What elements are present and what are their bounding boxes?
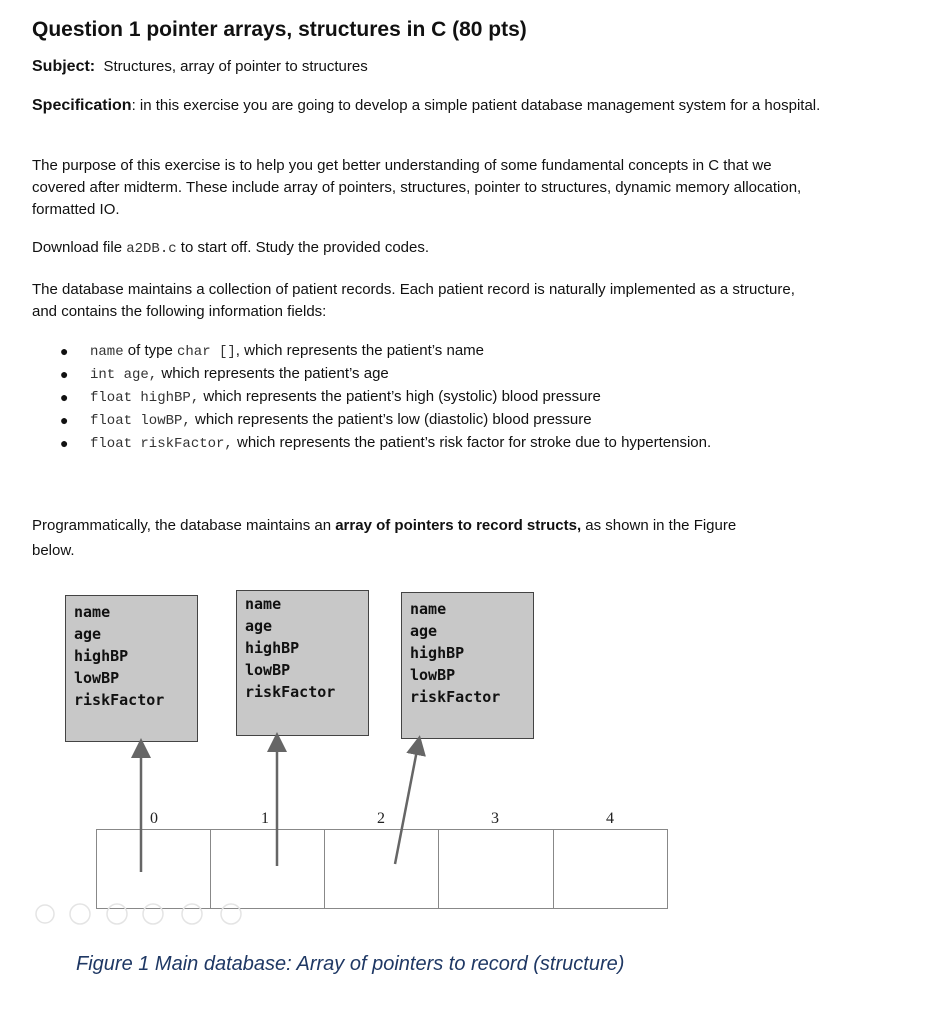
bullet-icon: ● — [60, 435, 69, 451]
field-code: int age, — [90, 367, 158, 383]
bullet-icon: ● — [60, 389, 69, 405]
field-highbp: highBP — [410, 644, 465, 662]
field-code: name — [90, 344, 124, 360]
field-riskfactor: riskFactor — [410, 688, 501, 706]
field-highbp: highBP — [245, 639, 300, 657]
bullet-icon: ● — [60, 412, 69, 428]
figure-caption: Figure 1 Main database: Array of pointers to record (structure) — [76, 953, 625, 975]
programmatic-after: as shown in the Figure below. — [32, 517, 737, 559]
download-text-after: to start off. Study the provided codes. — [176, 239, 430, 256]
field-code: float lowBP, — [90, 413, 191, 429]
array-index-3: 3 — [491, 810, 499, 827]
field-age: age — [74, 625, 102, 643]
field-lowbp: lowBP — [74, 669, 120, 687]
field-desc: which represents the patient’s age — [157, 365, 389, 382]
field-code: float highBP, — [90, 390, 200, 406]
field-highbp: highBP — [74, 647, 129, 665]
field-lowbp: lowBP — [245, 661, 291, 679]
programmatic-before: Programmatically, the database maintains an — [32, 517, 336, 534]
pointer-arrow-2 — [395, 745, 418, 864]
question-title: Question 1 pointer arrays, structures in C (80 pts) — [32, 18, 527, 41]
field-name: name — [410, 600, 447, 618]
field-desc: which represents the patient’s risk factor for stroke due to hypertension. — [232, 434, 712, 451]
array-index-0: 0 — [150, 810, 158, 827]
bullet-icon: ● — [60, 366, 69, 382]
database-intro-paragraph: The database maintains a collection of patient records. Each patient record is naturally implemented as a structure, and contains the following information fields: — [32, 281, 795, 320]
field-desc: which represents the patient’s low (diastolic) blood pressure — [190, 411, 592, 428]
field-name: name — [74, 603, 111, 621]
field-riskfactor: riskFactor — [74, 691, 165, 709]
field-name: name — [245, 595, 282, 613]
subject-label: Subject: — [32, 58, 96, 75]
field-desc: which represents the patient’s high (systolic) blood pressure — [199, 388, 601, 405]
bullet-icon: ● — [60, 343, 69, 359]
field-mid: of type — [123, 342, 177, 359]
field-code: float riskFactor, — [90, 436, 233, 452]
purpose-paragraph: The purpose of this exercise is to help you get better understanding of some fundamental concepts in C that we covered after midterm. These include array of pointers, structures, pointer to structures, dynamic memory allocation, formatted IO. — [32, 157, 802, 218]
field-desc: , which represents the patient’s name — [235, 342, 484, 359]
download-filename: a2DB.c — [126, 241, 177, 257]
field-age: age — [410, 622, 438, 640]
array-index-4: 4 — [606, 810, 614, 827]
specification-text: : in this exercise you are going to develop a simple patient database management system for a hospital. — [131, 97, 821, 114]
field-riskfactor: riskFactor — [245, 683, 336, 701]
specification-label: Specification — [32, 97, 132, 114]
subject-text: Structures, array of pointer to structures — [103, 58, 368, 75]
programmatic-bold: array of pointers to record structs, — [335, 517, 582, 534]
field-age: age — [245, 617, 273, 635]
field-code-type: char [] — [176, 344, 236, 360]
download-text-before: Download file — [32, 239, 127, 256]
faint-toolbar-icons — [36, 904, 241, 924]
array-index-1: 1 — [261, 810, 269, 827]
array-index-2: 2 — [377, 810, 385, 827]
field-lowbp: lowBP — [410, 666, 456, 684]
